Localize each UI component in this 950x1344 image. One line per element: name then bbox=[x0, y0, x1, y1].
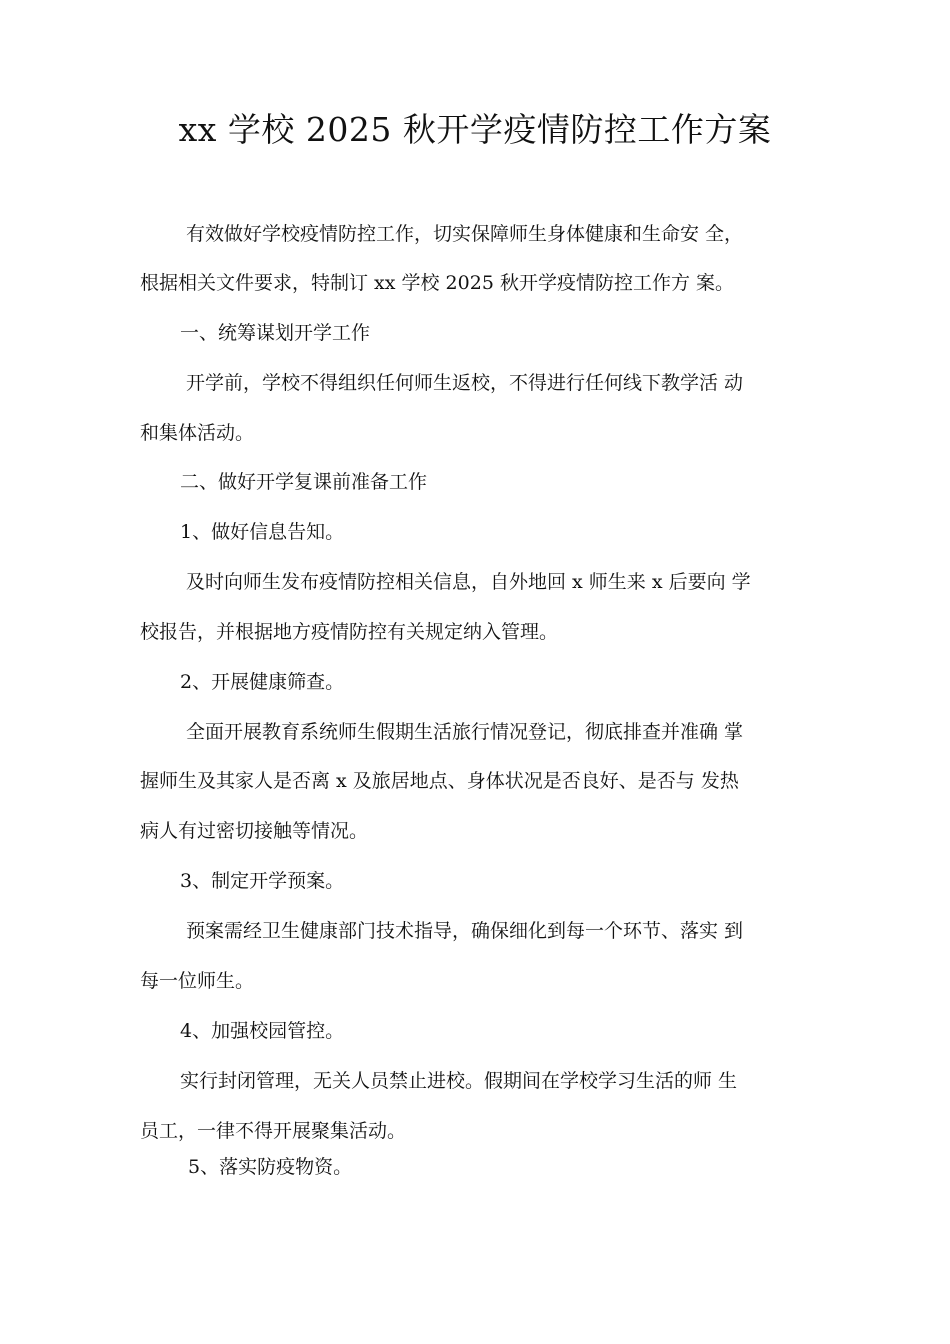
paragraph-line: 根据相关文件要求，特制订 xx 学校 2025 秋开学疫情防控工作方 案。 bbox=[140, 272, 734, 294]
document-title: xx 学校 2025 秋开学疫情防控工作方案 bbox=[178, 110, 772, 149]
paragraph-line: 及时向师生发布疫情防控相关信息，自外地回 x 师生来 x 后要向 学 bbox=[186, 571, 751, 593]
paragraph-line: 握师生及其家人是否离 x 及旅居地点、身体状况是否良好、是否与 发热 bbox=[140, 770, 739, 792]
paragraph-line: 员工，一律不得开展聚集活动。 bbox=[140, 1120, 407, 1142]
section-heading: 一、统筹谋划开学工作 bbox=[180, 322, 371, 344]
paragraph-line: 实行封闭管理，无关人员禁止进校。假期间在学校学习生活的师 生 bbox=[180, 1070, 738, 1092]
paragraph-line: 有效做好学校疫情防控工作，切实保障师生身体健康和生命安 全， bbox=[186, 223, 744, 245]
paragraph-line: 预案需经卫生健康部门技术指导，确保细化到每一个环节、落实 到 bbox=[186, 920, 744, 942]
section-heading: 二、做好开学复课前准备工作 bbox=[180, 471, 428, 493]
paragraph-line: 和集体活动。 bbox=[140, 422, 255, 444]
subsection-heading: 3、制定开学预案。 bbox=[180, 870, 345, 892]
subsection-heading: 2、开展健康筛查。 bbox=[180, 671, 345, 693]
paragraph-line: 校报告，并根据地方疫情防控有关规定纳入管理。 bbox=[140, 621, 559, 643]
paragraph-line: 每一位师生。 bbox=[140, 970, 255, 992]
paragraph-line: 开学前，学校不得组织任何师生返校，不得进行任何线下教学活 动 bbox=[186, 372, 744, 394]
paragraph-line: 全面开展教育系统师生假期生活旅行情况登记，彻底排查并准确 掌 bbox=[186, 721, 744, 743]
subsection-heading: 1、做好信息告知。 bbox=[180, 521, 345, 543]
subsection-heading: 4、加强校园管控。 bbox=[180, 1020, 345, 1042]
subsection-heading: 5、落实防疫物资。 bbox=[188, 1156, 353, 1178]
paragraph-line: 病人有过密切接触等情况。 bbox=[140, 820, 369, 842]
